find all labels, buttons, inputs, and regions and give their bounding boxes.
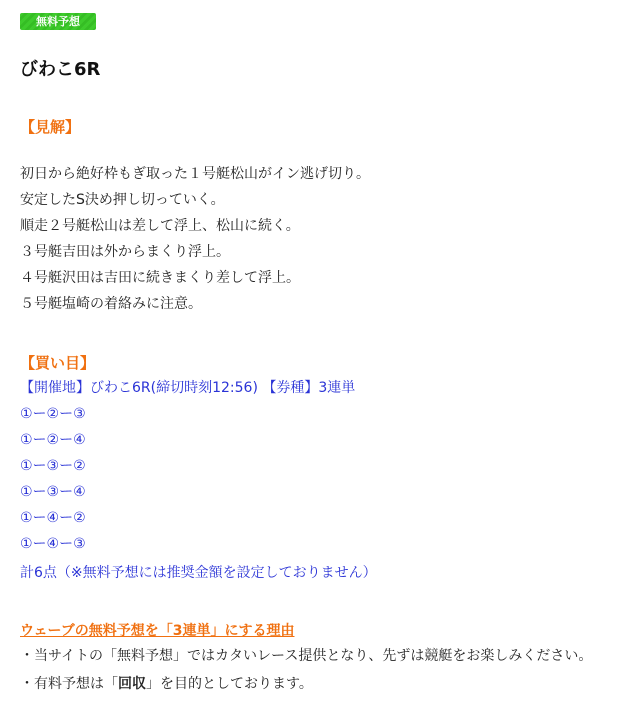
combo-item: ①ー②ー③	[20, 406, 86, 422]
kenkai-line: 安定したS決め押し切っていく。	[20, 192, 225, 208]
race-info: 【開催地】びわこ6R(締切時刻12:56) 【券種】3連単	[20, 380, 356, 396]
kenkai-line: 初日から絶好枠もぎ取った１号艇松山がイン逃げ切り。	[20, 166, 370, 182]
reason-link[interactable]: ウェーブの無料予想を「3連単」にする理由	[20, 623, 295, 639]
reason-line-1: ・当サイトの「無料予想」ではカタいレース提供となり、先ずは競艇をお楽しみください。	[20, 648, 593, 664]
kaime-heading: 【買い目】	[20, 354, 96, 372]
combo-item: ①ー③ー④	[20, 484, 86, 500]
kenkai-line: ４号艇沢田は吉田に続きまくり差して浮上。	[20, 270, 300, 286]
reason-line-2-pre: ・有料予想は「	[20, 676, 118, 692]
reason-line-2	[20, 674, 313, 694]
kenkai-line: ５号艇塩崎の着絡みに注意。	[20, 296, 202, 312]
kenkai-heading: 【見解】	[20, 118, 81, 136]
kenkai-line: ３号艇吉田は外からまくり浮上。	[20, 244, 230, 260]
free-prediction-badge: 無料予想	[20, 13, 96, 30]
reason-line-2-bold: 回収	[118, 676, 146, 692]
reason-line-2-post: 」を目的としております。	[146, 676, 313, 692]
combo-item: ①ー③ー②	[20, 458, 86, 474]
race-title: びわこ6R	[20, 59, 101, 80]
combo-item: ①ー④ー③	[20, 536, 86, 552]
combo-item: ①ー②ー④	[20, 432, 86, 448]
combo-item: ①ー④ー②	[20, 510, 86, 526]
kenkai-line: 順走２号艇松山は差して浮上、松山に続く。	[20, 218, 300, 234]
total-points: 計6点（※無料予想には推奨金額を設定しておりません）	[20, 565, 377, 581]
